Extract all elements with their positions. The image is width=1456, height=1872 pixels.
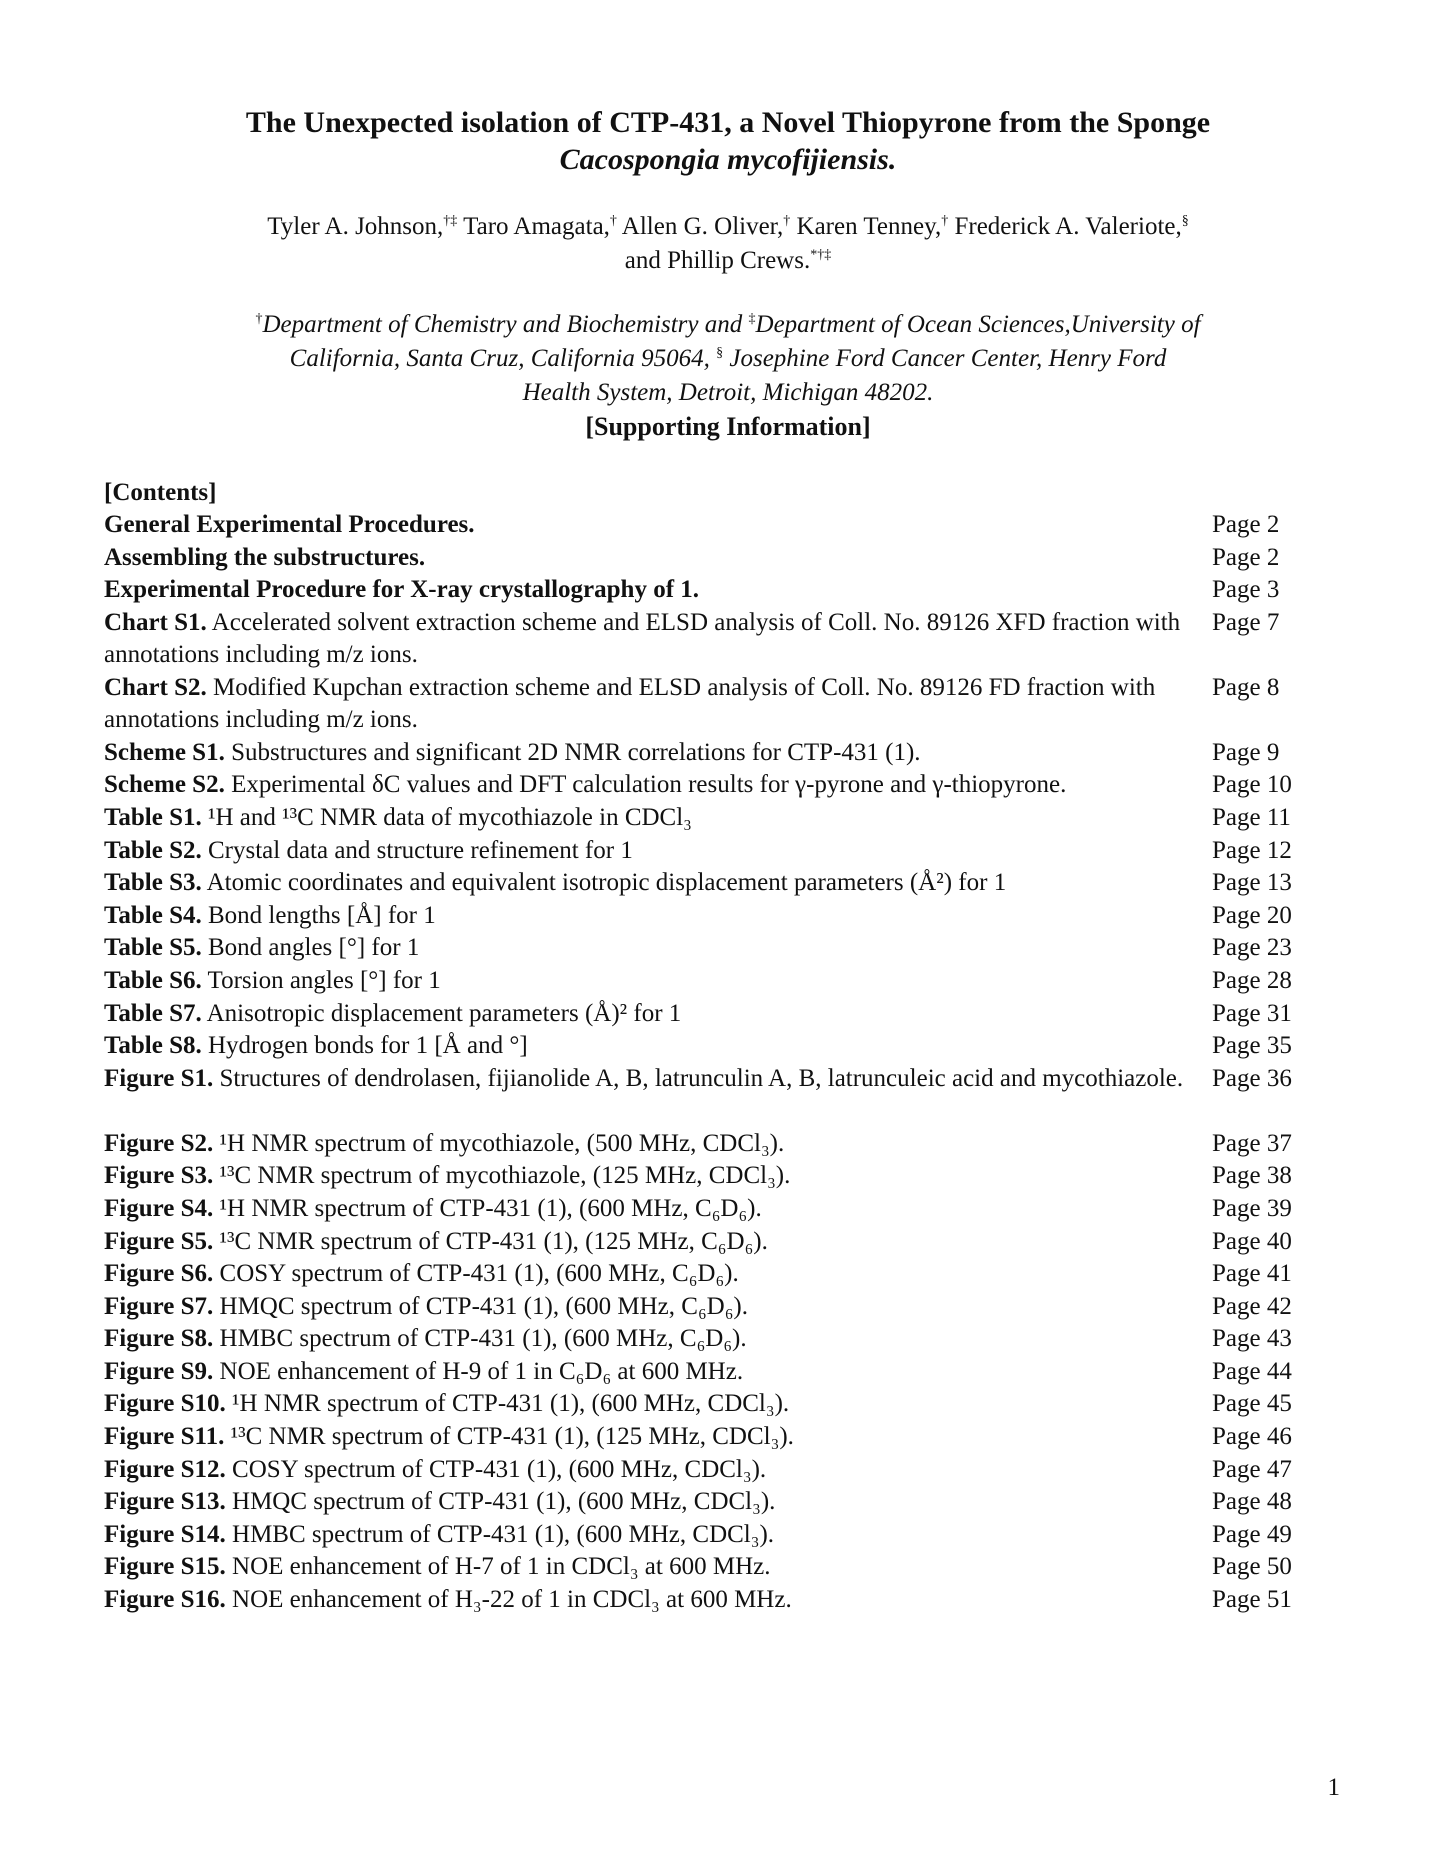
toc-entry-label: Table S1. <box>104 803 202 831</box>
toc-entry-page: Page 49 <box>1212 1520 1292 1548</box>
toc-entry-description <box>104 1519 1204 1551</box>
toc-entry-page: Page 40 <box>1212 1227 1292 1255</box>
toc-entry <box>104 737 1324 770</box>
toc-entry-description <box>104 1226 1204 1258</box>
toc-entry-page: Page 7 <box>1212 608 1280 636</box>
paper-title <box>0 104 1456 178</box>
toc-entry-page: Page 42 <box>1212 1292 1292 1320</box>
toc-entry-description <box>104 574 1204 606</box>
affiliation-marker: †‡ <box>443 213 458 229</box>
toc-entry-label: Figure S10. <box>104 1390 226 1418</box>
toc-entry-text: Crystal data and structure refinement for 1 <box>207 836 633 864</box>
affiliation-text: California, Santa Cruz, California 95064, <box>289 345 717 372</box>
toc-entry <box>104 1454 1324 1487</box>
toc-entry-page: Page 46 <box>1212 1423 1292 1451</box>
toc-entry-label: Table S3. <box>104 869 202 897</box>
affiliation-text: Josephine Ford Cancer Center, Henry Ford <box>723 345 1167 372</box>
toc-entry-label: Chart S1. <box>104 608 207 636</box>
toc-entry <box>104 509 1324 542</box>
toc-entry <box>104 802 1324 835</box>
toc-entry-label: Figure S9. <box>104 1357 214 1385</box>
toc-entry-description <box>104 1323 1204 1355</box>
toc-entry-page: Page 11 <box>1212 803 1291 831</box>
toc-entry-label: Figure S12. <box>104 1455 226 1483</box>
toc-entry <box>104 1128 1324 1161</box>
toc-entry-page: Page 23 <box>1212 934 1292 962</box>
affiliation-marker: † <box>255 311 263 327</box>
toc-entry <box>104 542 1324 575</box>
author-name: Frederick A. Valeriote, <box>954 213 1182 240</box>
toc-entry-description <box>104 1291 1204 1323</box>
toc-entry-page: Page 31 <box>1212 999 1292 1027</box>
toc-entry-label: Figure S8. <box>104 1325 214 1353</box>
toc-entry <box>104 835 1324 868</box>
toc-entry-page: Page 39 <box>1212 1194 1292 1222</box>
toc-entry-label: Figure S14. <box>104 1520 226 1548</box>
table-of-contents <box>104 477 1324 1617</box>
toc-entry-page: Page 20 <box>1212 901 1292 929</box>
toc-entry <box>104 1421 1324 1454</box>
toc-entry-label: Table S8. <box>104 1032 202 1060</box>
toc-entry-description <box>104 867 1204 899</box>
toc-entry-label: Figure S2. <box>104 1129 214 1157</box>
toc-entry-label: Table S6. <box>104 966 202 994</box>
toc-entry-text: NOE enhancement of H-7 of 1 in CDCl₃ at 600 MHz. <box>232 1553 771 1581</box>
toc-entry-description <box>104 542 1204 574</box>
toc-entry-label: Figure S4. <box>104 1194 214 1222</box>
toc-entry-description <box>104 835 1204 867</box>
toc-entry-text: Structures of dendrolasen, fijianolide A, B, latrunculin A, B, latrunculeic acid and mycothiazole. <box>219 1064 1184 1092</box>
toc-entry-page: Page 38 <box>1212 1162 1292 1190</box>
toc-entry-label: Table S7. <box>104 999 202 1027</box>
toc-entry-page: Page 8 <box>1212 673 1280 701</box>
toc-entry <box>104 1030 1324 1063</box>
affiliations <box>0 308 1456 410</box>
toc-entry-label: Experimental Procedure for X-ray crystallography of 1. <box>104 576 700 604</box>
toc-entry-page: Page 51 <box>1212 1586 1292 1614</box>
toc-entry-label: Table S5. <box>104 934 202 962</box>
toc-entry <box>104 574 1324 607</box>
toc-entry-text: NOE enhancement of H-9 of 1 in C₆D₆ at 600 MHz. <box>219 1357 744 1385</box>
toc-entry <box>104 1063 1324 1128</box>
toc-entry-text: Hydrogen bonds for 1 [Å and °] <box>207 1032 528 1060</box>
toc-entry-text: Anisotropic displacement parameters (Å)² for 1 <box>206 999 682 1027</box>
affiliation-marker: § <box>716 345 724 361</box>
toc-entry-description <box>104 737 1204 769</box>
toc-entry-text: Experimental δC values and DFT calculation results for γ-pyrone and γ-thiopyrone. <box>231 771 1067 799</box>
affiliation-text: Department of Ocean Sciences,University of <box>755 311 1201 338</box>
toc-entry-label: Figure S7. <box>104 1292 214 1320</box>
toc-entry-page: Page 43 <box>1212 1325 1292 1353</box>
toc-entry-label: Figure S6. <box>104 1260 214 1288</box>
toc-entry <box>104 1258 1324 1291</box>
toc-entry <box>104 1356 1324 1389</box>
toc-entry-description <box>104 769 1204 801</box>
toc-entry-page: Page 10 <box>1212 771 1292 799</box>
toc-entry-text: COSY spectrum of CTP-431 (1), (600 MHz, CDCl₃). <box>232 1455 767 1483</box>
toc-entry-page: Page 3 <box>1212 576 1280 604</box>
author-line-1 <box>0 210 1456 244</box>
author-line-2 <box>0 244 1456 278</box>
toc-entry-text: ¹³C NMR spectrum of mycothiazole, (125 MHz, CDCl₃). <box>219 1162 791 1190</box>
toc-entry <box>104 607 1324 672</box>
toc-entry-text: HMBC spectrum of CTP-431 (1), (600 MHz, C₆D₆). <box>219 1325 747 1353</box>
toc-entry-text: HMBC spectrum of CTP-431 (1), (600 MHz, CDCl₃). <box>232 1520 775 1548</box>
toc-entry <box>104 1193 1324 1226</box>
toc-entry <box>104 932 1324 965</box>
affiliation-marker: *†‡ <box>810 247 832 263</box>
toc-entry <box>104 672 1324 737</box>
toc-entry <box>104 1584 1324 1617</box>
toc-entry-label: Figure S16. <box>104 1586 226 1614</box>
toc-entry-description <box>104 1030 1204 1062</box>
toc-entry-text: ¹H NMR spectrum of CTP-431 (1), (600 MHz, CDCl₃). <box>232 1390 790 1418</box>
toc-entry-description <box>104 1128 1204 1160</box>
toc-entry <box>104 1160 1324 1193</box>
toc-entry <box>104 1226 1324 1259</box>
toc-entry-description <box>104 1486 1204 1518</box>
toc-entry-text: HMQC spectrum of CTP-431 (1), (600 MHz, CDCl₃). <box>232 1488 776 1516</box>
toc-entry-page: Page 9 <box>1212 738 1280 766</box>
toc-entry-page: Page 47 <box>1212 1455 1292 1483</box>
toc-entry-description <box>104 1160 1204 1192</box>
toc-entry-text: ¹³C NMR spectrum of CTP-431 (1), (125 MHz, C₆D₆). <box>219 1227 768 1255</box>
toc-entry-page: Page 13 <box>1212 869 1292 897</box>
toc-entry-page: Page 44 <box>1212 1357 1292 1385</box>
author-name: Karen Tenney, <box>796 213 942 240</box>
toc-entry-description <box>104 802 1204 834</box>
toc-entry-label: Table S2. <box>104 836 202 864</box>
toc-entry-page: Page 12 <box>1212 836 1292 864</box>
toc-entry <box>104 1323 1324 1356</box>
toc-entry-label: Figure S3. <box>104 1162 214 1190</box>
affiliation-marker: † <box>783 213 791 229</box>
toc-entry-label: Figure S1. <box>104 1064 214 1092</box>
title-line: The Unexpected isolation of CTP-431, a Novel Thiopyrone from the Sponge <box>245 106 1211 139</box>
toc-entry-description <box>104 1454 1204 1486</box>
author-name: Tyler A. Johnson, <box>267 213 444 240</box>
toc-entry-label: Figure S5. <box>104 1227 214 1255</box>
toc-entry <box>104 1551 1324 1584</box>
toc-entry-text: Accelerated solvent extraction scheme and ELSD analysis of Coll. No. 89126 XFD fraction with annotations including m/z ions. <box>104 608 1181 668</box>
toc-entry-description <box>104 965 1204 997</box>
toc-entry-label: Figure S13. <box>104 1488 226 1516</box>
toc-entry-description <box>104 1193 1204 1225</box>
toc-entry-label: Chart S2. <box>104 673 207 701</box>
affiliation-marker: § <box>1181 213 1189 229</box>
toc-entry-description <box>104 1584 1204 1616</box>
toc-entry-description <box>104 607 1204 671</box>
toc-entry-text: ¹H and ¹³C NMR data of mycothiazole in CDCl₃ <box>207 803 692 831</box>
toc-entry-label: Figure S11. <box>104 1423 225 1451</box>
toc-entry <box>104 1291 1324 1324</box>
toc-entry-description <box>104 509 1204 541</box>
author-name: Allen G. Oliver, <box>621 213 784 240</box>
toc-entry-page: Page 2 <box>1212 511 1280 538</box>
toc-entry-page: Page 50 <box>1212 1553 1292 1581</box>
toc-entry <box>104 1388 1324 1421</box>
author-name: Taro Amagata, <box>463 213 610 240</box>
toc-entry-text: ¹H NMR spectrum of mycothiazole, (500 MHz, CDCl₃). <box>219 1129 785 1157</box>
toc-entry-label: Figure S15. <box>104 1553 226 1581</box>
affiliation-text: Department of Chemistry and Biochemistry and <box>262 311 749 338</box>
toc-entry-label: Scheme S1. <box>104 738 225 766</box>
toc-entry-description <box>104 998 1204 1030</box>
toc-entry-page: Page 35 <box>1212 1032 1292 1060</box>
toc-entry-description <box>104 1356 1204 1388</box>
toc-entry-description <box>104 1388 1204 1420</box>
toc-entry-page: Page 45 <box>1212 1390 1292 1418</box>
toc-entry-label: Scheme S2. <box>104 771 225 799</box>
toc-entry <box>104 900 1324 933</box>
toc-entry <box>104 1486 1324 1519</box>
affiliation-marker: ‡ <box>748 311 756 327</box>
toc-entry-page: Page 36 <box>1212 1064 1292 1092</box>
toc-entry <box>104 965 1324 998</box>
affiliation-line-3: Health System, Detroit, Michigan 48202. <box>522 379 934 406</box>
author-name: and Phillip Crews. <box>624 247 811 274</box>
toc-entry-description <box>104 1258 1204 1290</box>
toc-entry <box>104 867 1324 900</box>
toc-entry-description <box>104 1063 1204 1095</box>
toc-entry-text: Modified Kupchan extraction scheme and ELSD analysis of Coll. No. 89126 FD fraction with annotations including m/z ions. <box>104 673 1156 733</box>
toc-entry-text: ¹H NMR spectrum of CTP-431 (1), (600 MHz, C₆D₆). <box>219 1194 762 1222</box>
toc-heading: [Contents] <box>104 479 217 506</box>
toc-entry-text: Bond angles [°] for 1 <box>207 934 420 962</box>
toc-entry-text: ¹³C NMR spectrum of CTP-431 (1), (125 MHz, CDCl₃). <box>230 1423 794 1451</box>
author-list <box>0 210 1456 278</box>
toc-entry-description <box>104 900 1204 932</box>
toc-list <box>104 509 1324 1617</box>
affiliation-line-2 <box>0 342 1456 376</box>
toc-entry-page: Page 2 <box>1212 543 1280 571</box>
supporting-info-heading: [Supporting Information] <box>585 412 871 441</box>
toc-entry-text: Atomic coordinates and equivalent isotropic displacement parameters (Å²) for 1 <box>206 869 1007 897</box>
toc-entry-description <box>104 1551 1204 1583</box>
toc-entry-text: Torsion angles [°] for 1 <box>207 966 441 994</box>
toc-entry-description <box>104 1421 1204 1453</box>
affiliation-marker: † <box>609 213 617 229</box>
toc-entry-label: Table S4. <box>104 901 202 929</box>
toc-entry-text: Bond lengths [Å] for 1 <box>207 901 436 929</box>
toc-entry-page: Page 28 <box>1212 966 1292 994</box>
toc-entry-text: Substructures and significant 2D NMR correlations for CTP-431 (1). <box>231 738 921 766</box>
toc-entry <box>104 769 1324 802</box>
page-number: 1 <box>1327 1774 1340 1801</box>
toc-entry-page: Page 37 <box>1212 1129 1292 1157</box>
title-species: Cacospongia mycofijiensis. <box>559 143 897 176</box>
toc-entry-description <box>104 672 1204 736</box>
affiliation-marker: † <box>941 213 949 229</box>
toc-entry-text: HMQC spectrum of CTP-431 (1), (600 MHz, C₆D₆). <box>219 1292 749 1320</box>
toc-entry-page: Page 41 <box>1212 1260 1292 1288</box>
toc-entry <box>104 1519 1324 1552</box>
toc-entry-text: COSY spectrum of CTP-431 (1), (600 MHz, C₆D₆). <box>219 1260 739 1288</box>
toc-entry-text: NOE enhancement of H₃-22 of 1 in CDCl₃ at 600 MHz. <box>232 1586 792 1614</box>
toc-entry <box>104 998 1324 1031</box>
toc-entry-label: Assembling the substructures. <box>104 543 426 571</box>
toc-entry-page: Page 48 <box>1212 1488 1292 1516</box>
toc-entry-label: General Experimental Procedures. <box>104 511 475 538</box>
toc-entry-description <box>104 932 1204 964</box>
affiliation-line-1 <box>0 308 1456 342</box>
